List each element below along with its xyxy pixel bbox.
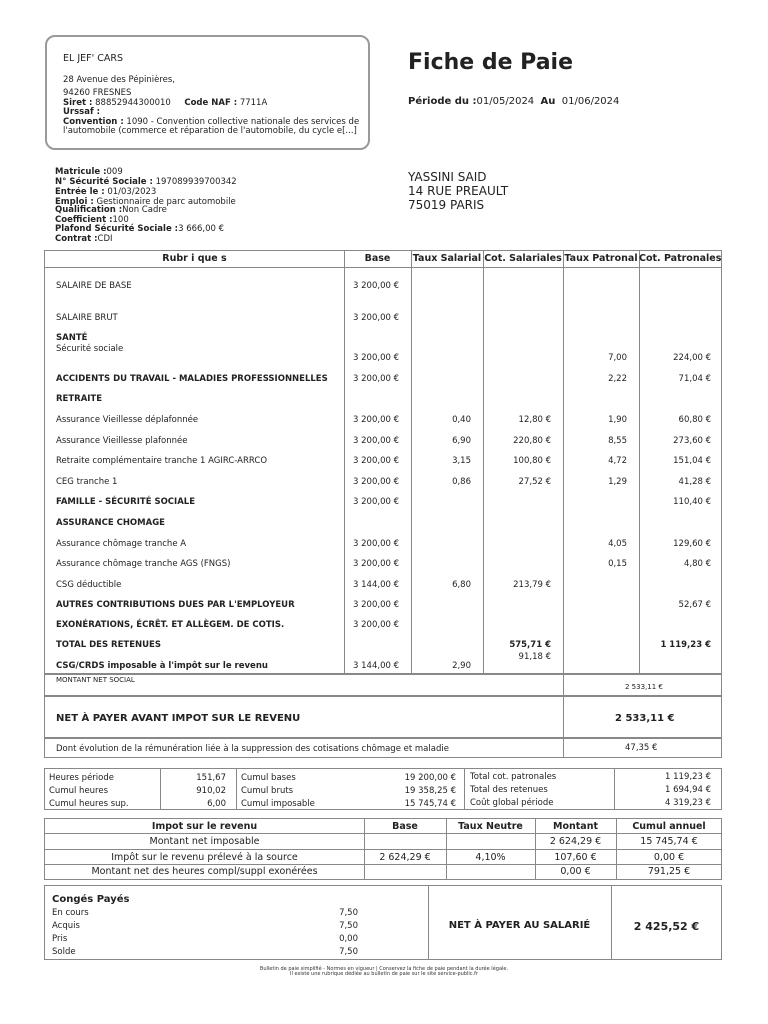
- impot-cell-montant: 107,60 €: [554, 852, 597, 863]
- cell-cs: 213,79 €: [513, 580, 551, 590]
- net-salarie-label: NET À PAYER AU SALARIÉ: [448, 920, 591, 931]
- company-name: EL JEF' CARS: [63, 53, 123, 64]
- cell-ts: 3,15: [452, 456, 471, 466]
- employee-coefficient: Coefficient :100: [55, 215, 129, 225]
- impot-cell-montant: 0,00 €: [560, 866, 591, 877]
- impot-cell-cumul: 0,00 €: [653, 852, 685, 863]
- cell-label: CEG tranche 1: [56, 477, 118, 487]
- company-address-line1: 28 Avenue des Pépinières,: [63, 75, 176, 85]
- cell-tp: 4,72: [608, 456, 627, 466]
- table-row: [45, 640, 721, 652]
- cell-base: 3 200,00 €: [353, 497, 399, 507]
- cell-label: Assurance Vieillesse plafonnée: [56, 436, 188, 446]
- cell-cp: 52,67 €: [678, 600, 711, 610]
- table-row: [45, 374, 721, 386]
- cell-label: RETRAITE: [56, 394, 103, 404]
- conges-section: [44, 885, 722, 960]
- cell-label: ASSURANCE CHOMAGE: [56, 518, 165, 528]
- cell-cp: 110,40 €: [673, 497, 711, 507]
- cell-base: 3 200,00 €: [353, 539, 399, 549]
- impot-cell-base: 2 624,29 €: [379, 852, 431, 863]
- company-siret: Siret : 88852944300010 Code NAF : 7711A: [63, 98, 268, 108]
- cell-cp: 4,80 €: [683, 559, 711, 569]
- cell-cp: 224,00 €: [673, 353, 711, 363]
- table-row: [45, 415, 721, 427]
- cell-label: Retraite complémentaire tranche 1 AGIRC-ARRCO: [56, 456, 268, 466]
- impot-table: Impot sur le revenu Base Taux Neutre Montant Cumul annuel Montant net imposable 2 624,29 € 15 745,74 € Impôt sur le revenu prélevé à la source 2 624,29 € 4,10% 107,60 € 0,00 € Montant net des heures compl/suppl exonérées 0,00 € 791,25 €: [44, 818, 722, 880]
- cell-cp: 41,28 €: [678, 477, 711, 487]
- impot-cell-label: Montant net des heures compl/suppl exonérées: [91, 866, 318, 877]
- conges-title: Congés Payés: [52, 894, 130, 905]
- cell-cs: 575,71 €: [509, 640, 551, 650]
- cell-label: TOTAL DES RETENUES: [56, 640, 161, 650]
- impot-cell-cumul: 15 745,74 €: [640, 836, 698, 847]
- cell-label: SANTÉ: [56, 333, 88, 343]
- conges-label: Acquis: [52, 921, 80, 931]
- cell-label: SALAIRE DE BASE: [56, 281, 132, 291]
- cumul-bases: 19 200,00 €: [404, 773, 456, 783]
- cell-base: 3 200,00 €: [353, 281, 399, 291]
- employee-emploi: Emploi : Gestionnaire de parc automobile: [55, 197, 236, 207]
- table-row: [45, 539, 721, 551]
- employee-contrat: Contrat :CDI: [55, 234, 113, 244]
- net-salarie-value: 2 425,52 €: [633, 920, 700, 933]
- employee-qualification: Qualification :Non Cadre: [55, 205, 167, 215]
- cell-tp: 1,29: [608, 477, 627, 487]
- cell-label: CSG/CRDS imposable à l'impôt sur le revenu: [56, 661, 268, 671]
- company-convention-line2: l'automobile (commerce et réparation de l'automobile, du cycle e[...]: [63, 126, 357, 136]
- cell-ts: 6,80: [452, 580, 471, 590]
- conges-value: 7,50: [339, 908, 358, 918]
- header-taux-salarial: Taux Salarial: [412, 253, 482, 264]
- heures-periode: 151,67: [196, 773, 226, 783]
- table-row: [45, 281, 721, 293]
- cell-cs: 91,18 €: [518, 652, 551, 662]
- table-row: [45, 518, 721, 530]
- cell-cp: 60,80 €: [678, 415, 711, 425]
- recipient-name: YASSINI SAID: [408, 170, 487, 184]
- table-header: [45, 251, 721, 268]
- cell-tp: 0,15: [608, 559, 627, 569]
- cell-ts: 0,40: [452, 415, 471, 425]
- conges-label: En cours: [52, 908, 89, 918]
- cell-base: 3 200,00 €: [353, 436, 399, 446]
- cell-base: 3 200,00 €: [353, 313, 399, 323]
- total-patronales: 1 119,23 €: [665, 772, 711, 782]
- footer-note: Bulletin de paie simplifié - Normes en vigueur | Conservez la fiche de paie pendant la durée légale. Il existe une rubrique dédiée au bulletin de paie sur le site service-public.fr: [259, 966, 509, 977]
- cell-tp: 7,00: [608, 353, 627, 363]
- employee-plafond: Plafond Sécurité Sociale :3 666,00 €: [55, 224, 225, 234]
- header-base: Base: [364, 253, 391, 264]
- cell-tp: 4,05: [608, 539, 627, 549]
- recipient-street: 14 RUE PREAULT: [408, 184, 509, 198]
- cell-base: 3 144,00 €: [353, 661, 399, 671]
- cell-tp: 1,90: [608, 415, 627, 425]
- table-row: [45, 559, 721, 571]
- impot-cell-label: Montant net imposable: [149, 836, 260, 847]
- table-row: [45, 600, 721, 612]
- cell-label: AUTRES CONTRIBUTIONS DUES PAR L'EMPLOYEUR: [56, 600, 295, 610]
- net-social-label: MONTANT NET SOCIAL: [56, 676, 135, 684]
- employee-secu: N° Sécurité Sociale : 197089939700342: [55, 177, 237, 187]
- cell-cp: 273,60 €: [673, 436, 711, 446]
- cell-tp: 2,22: [608, 374, 627, 384]
- cell-cp: 71,04 €: [678, 374, 711, 384]
- cell-label: Assurance chômage tranche A: [56, 539, 187, 549]
- conges-label: Solde: [52, 947, 76, 957]
- net-social-row: [44, 674, 722, 696]
- table-row: [45, 477, 721, 489]
- cell-base: 3 200,00 €: [353, 620, 399, 630]
- cell-cp: 151,04 €: [673, 456, 711, 466]
- cumul-bruts: 19 358,25 €: [404, 786, 456, 796]
- cell-label: Assurance chômage tranche AGS (FNGS): [56, 559, 231, 569]
- cumul-imposable: 15 745,74 €: [404, 799, 456, 809]
- summary-table: Heures période Cumul heures Cumul heures sup. 151,67 910,02 6,00 Cumul bases Cumul bruts Cumul imposable 19 200,00 € 19 358,25 € 15 745,74 € Total cot. patronales Total des retenues Coût global période 1 119,23 € 1 694,94 € 4 319,23 €: [44, 768, 722, 810]
- table-row: [45, 456, 721, 468]
- recipient-city: 75019 PARIS: [408, 198, 485, 212]
- net-avant-impot-label: NET À PAYER AVANT IMPOT SUR LE REVENU: [56, 713, 301, 724]
- table-row: [45, 620, 721, 632]
- cell-label: FAMILLE - SÉCURITÉ SOCIALE: [56, 497, 196, 507]
- cell-cs: 100,80 €: [513, 456, 551, 466]
- table-row: [45, 353, 721, 365]
- evolution-label: Dont évolution de la rémunération liée à la suppression des cotisations chômage et maladie: [56, 744, 449, 754]
- cell-ts: 0,86: [452, 477, 471, 487]
- cell-base: 3 200,00 €: [353, 559, 399, 569]
- cell-label: ACCIDENTS DU TRAVAIL - MALADIES PROFESSIONNELLES: [56, 374, 328, 384]
- contributions-table: [44, 250, 722, 674]
- cout-global: 4 319,23 €: [665, 798, 711, 808]
- impot-cell-cumul: 791,25 €: [647, 866, 691, 877]
- cell-base: 3 200,00 €: [353, 456, 399, 466]
- net-social-value: 2 533,11 €: [625, 683, 663, 691]
- conges-label: Pris: [52, 934, 68, 944]
- cell-base: 3 200,00 €: [353, 600, 399, 610]
- evolution-value: 47,35 €: [625, 743, 658, 753]
- conges-value: 0,00: [339, 934, 358, 944]
- cell-label: Sécurité sociale: [56, 344, 124, 354]
- cell-label: SALAIRE BRUT: [56, 313, 118, 323]
- cell-cp: 1 119,23 €: [660, 640, 711, 650]
- table-row: [45, 313, 721, 325]
- header-taux-patronal: Taux Patronal: [564, 253, 638, 264]
- cell-label: EXONÉRATIONS, ÉCRÊT. ET ALLÈGEM. DE COTIS.: [56, 620, 285, 630]
- recipient-address: [408, 170, 508, 212]
- conges-value: 7,50: [339, 947, 358, 957]
- cell-cp: 129,60 €: [673, 539, 711, 549]
- cell-base: 3 200,00 €: [353, 477, 399, 487]
- net-avant-impot-value: 2 533,11 €: [615, 713, 675, 724]
- table-row: [45, 497, 721, 509]
- cell-base: 3 200,00 €: [353, 415, 399, 425]
- page-title: Fiche de Paie: [408, 50, 574, 75]
- total-retenues: 1 694,94 €: [665, 785, 711, 795]
- cumul-heures-sup: 6,00: [207, 799, 226, 809]
- cell-cs: 220,80 €: [513, 436, 551, 446]
- cumul-heures: 910,02: [196, 786, 226, 796]
- table-row: [45, 661, 721, 673]
- evolution-row: [44, 738, 722, 758]
- table-row: [45, 394, 721, 406]
- impot-cell-label: Impôt sur le revenu prélevé à la source: [111, 852, 298, 863]
- company-urssaf: Urssaf :: [63, 107, 101, 117]
- cell-base: 3 200,00 €: [353, 374, 399, 384]
- net-avant-impot-row: [44, 696, 722, 738]
- header-cot-salariales: Cot. Salariales: [484, 253, 562, 264]
- cell-ts: 6,90: [452, 436, 471, 446]
- header-cot-patronales: Cot. Patronales: [639, 253, 722, 264]
- cell-base: 3 200,00 €: [353, 353, 399, 363]
- cell-cs: 27,52 €: [518, 477, 551, 487]
- cell-cs: 12,80 €: [518, 415, 551, 425]
- cell-tp: 8,55: [608, 436, 627, 446]
- company-box: [45, 35, 370, 150]
- period: Période du :01/05/2024 Au 01/06/2024: [408, 96, 620, 107]
- cell-base: 3 144,00 €: [353, 580, 399, 590]
- employee-matricule: Matricule :009: [55, 167, 123, 177]
- impot-cell-montant: 2 624,29 €: [549, 836, 602, 847]
- conges-value: 7,50: [339, 921, 358, 931]
- company-address-line2: 94260 FRESNES: [63, 88, 132, 98]
- cell-label: Assurance Vieillesse déplafonnée: [56, 415, 199, 425]
- employee-entree: Entrée le : 01/03/2023: [55, 187, 157, 197]
- table-row: [45, 436, 721, 448]
- impot-cell-taux: 4,10%: [475, 852, 506, 863]
- cell-ts: 2,90: [452, 661, 471, 671]
- table-row: [45, 580, 721, 592]
- cell-label: CSG déductible: [56, 580, 122, 590]
- company-convention: Convention : 1090 - Convention collective nationale des services de: [63, 117, 360, 127]
- header-rubriques: Rubr i que s: [162, 253, 227, 264]
